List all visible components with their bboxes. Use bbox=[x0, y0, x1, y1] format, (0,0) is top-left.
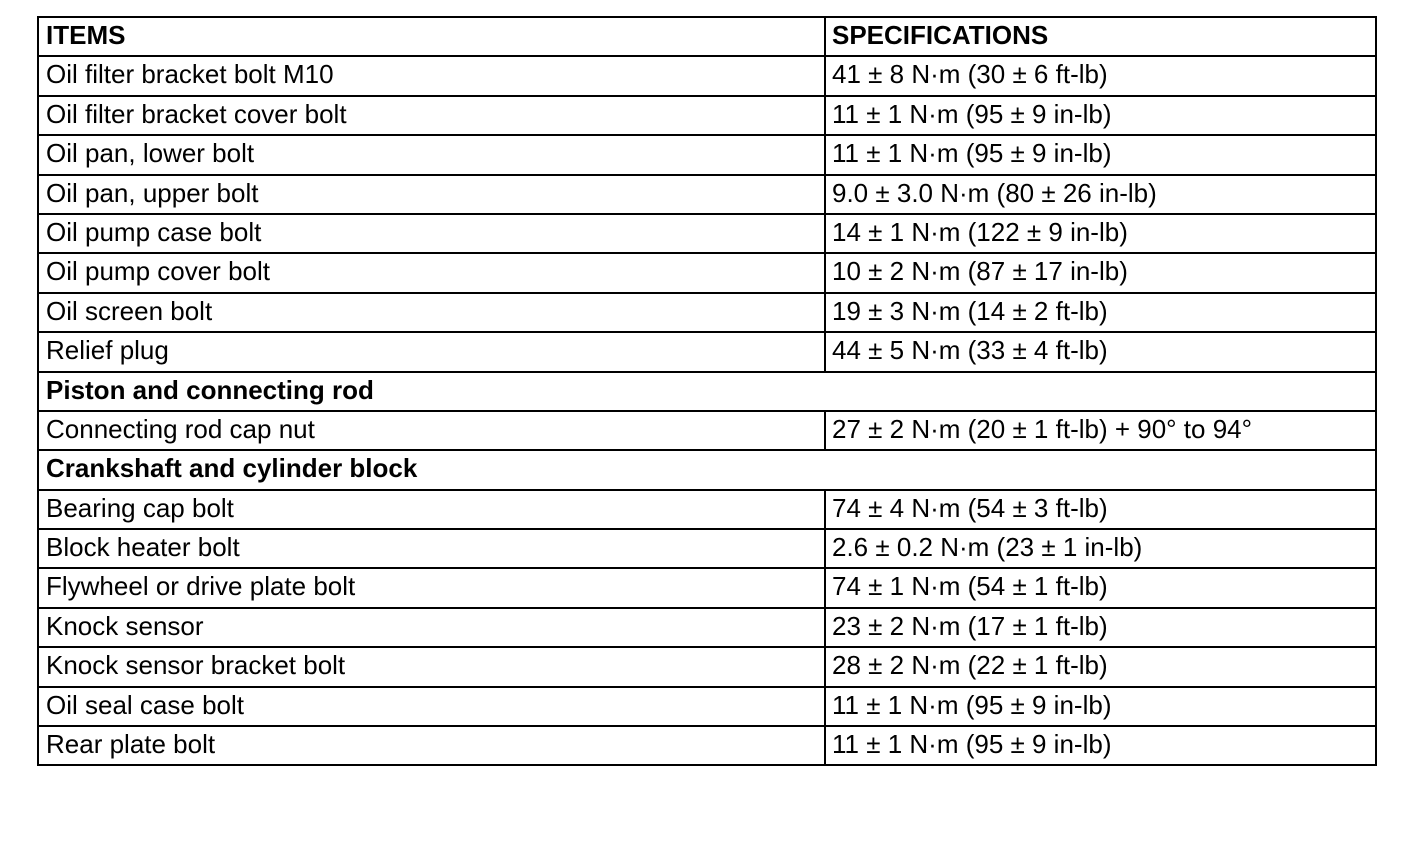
specification-cell: 74 ± 1 N·m (54 ± 1 ft-lb) bbox=[825, 568, 1376, 607]
specification-cell: 27 ± 2 N·m (20 ± 1 ft-lb) + 90° to 94° bbox=[825, 411, 1376, 450]
table-row bbox=[38, 214, 1376, 253]
specification-cell: 10 ± 2 N·m (87 ± 17 in-lb) bbox=[825, 253, 1376, 292]
specification-cell: 11 ± 1 N·m (95 ± 9 in-lb) bbox=[825, 96, 1376, 135]
specification-cell: 2.6 ± 0.2 N·m (23 ± 1 in-lb) bbox=[825, 529, 1376, 568]
table-row bbox=[38, 411, 1376, 450]
specification-cell: 11 ± 1 N·m (95 ± 9 in-lb) bbox=[825, 726, 1376, 765]
item-cell: Flywheel or drive plate bolt bbox=[38, 568, 825, 607]
table-row bbox=[38, 726, 1376, 765]
table-row bbox=[38, 56, 1376, 95]
table-row bbox=[38, 175, 1376, 214]
section-title: Piston and connecting rod bbox=[38, 372, 1376, 411]
item-cell: Oil filter bracket bolt M10 bbox=[38, 56, 825, 95]
table-row bbox=[38, 647, 1376, 686]
table-row bbox=[38, 96, 1376, 135]
item-cell: Knock sensor bracket bolt bbox=[38, 647, 825, 686]
table-row bbox=[38, 332, 1376, 371]
table-body bbox=[38, 17, 1376, 765]
item-cell: Knock sensor bbox=[38, 608, 825, 647]
section-header-row bbox=[38, 372, 1376, 411]
item-cell: Connecting rod cap nut bbox=[38, 411, 825, 450]
column-header-specifications: SPECIFICATIONS bbox=[825, 17, 1376, 56]
section-header-row bbox=[38, 450, 1376, 489]
table-row bbox=[38, 135, 1376, 174]
specification-cell: 11 ± 1 N·m (95 ± 9 in-lb) bbox=[825, 687, 1376, 726]
table-row bbox=[38, 253, 1376, 292]
specification-cell: 28 ± 2 N·m (22 ± 1 ft-lb) bbox=[825, 647, 1376, 686]
table-row bbox=[38, 490, 1376, 529]
item-cell: Relief plug bbox=[38, 332, 825, 371]
table-row bbox=[38, 568, 1376, 607]
item-cell: Oil pump cover bolt bbox=[38, 253, 825, 292]
specification-cell: 14 ± 1 N·m (122 ± 9 in-lb) bbox=[825, 214, 1376, 253]
item-cell: Rear plate bolt bbox=[38, 726, 825, 765]
specification-cell: 19 ± 3 N·m (14 ± 2 ft-lb) bbox=[825, 293, 1376, 332]
table-row bbox=[38, 529, 1376, 568]
item-cell: Oil screen bolt bbox=[38, 293, 825, 332]
torque-specifications-table bbox=[37, 16, 1377, 766]
item-cell: Oil seal case bolt bbox=[38, 687, 825, 726]
item-cell: Block heater bolt bbox=[38, 529, 825, 568]
item-cell: Oil pan, upper bolt bbox=[38, 175, 825, 214]
specification-cell: 44 ± 5 N·m (33 ± 4 ft-lb) bbox=[825, 332, 1376, 371]
specification-cell: 11 ± 1 N·m (95 ± 9 in-lb) bbox=[825, 135, 1376, 174]
item-cell: Oil filter bracket cover bolt bbox=[38, 96, 825, 135]
item-cell: Oil pump case bolt bbox=[38, 214, 825, 253]
section-title: Crankshaft and cylinder block bbox=[38, 450, 1376, 489]
table-row bbox=[38, 687, 1376, 726]
item-cell: Bearing cap bolt bbox=[38, 490, 825, 529]
specification-cell: 41 ± 8 N·m (30 ± 6 ft-lb) bbox=[825, 56, 1376, 95]
item-cell: Oil pan, lower bolt bbox=[38, 135, 825, 174]
table-row bbox=[38, 608, 1376, 647]
table-header-row bbox=[38, 17, 1376, 56]
specification-cell: 9.0 ± 3.0 N·m (80 ± 26 in-lb) bbox=[825, 175, 1376, 214]
specification-cell: 23 ± 2 N·m (17 ± 1 ft-lb) bbox=[825, 608, 1376, 647]
specification-cell: 74 ± 4 N·m (54 ± 3 ft-lb) bbox=[825, 490, 1376, 529]
column-header-items: ITEMS bbox=[38, 17, 825, 56]
table-row bbox=[38, 293, 1376, 332]
